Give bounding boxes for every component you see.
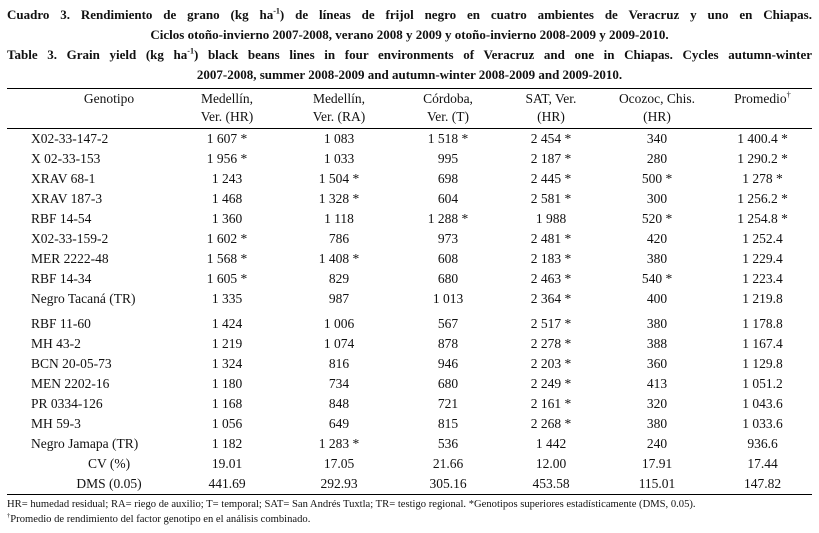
column-header-sublabel: (HR) [537,109,565,124]
value-cell: 17.44 [747,456,778,471]
column-header-label: SAT, Ver. [525,91,577,106]
table-row [7,394,812,414]
column-header-sat [501,89,601,129]
value-cell: 786 [328,231,350,246]
caption-english-line1-post: ) black beans lines in four environments of Veracruz and one in Chiapas. Cycles autumn-winter [193,47,813,62]
value-cell: 649 [328,416,350,431]
value-cell: 2 249 * [530,376,572,391]
value-cell: 1 424 [211,316,243,331]
column-header-promedio [713,89,812,129]
genotype-cell: RBF 14-34 [31,271,92,286]
column-header-label [713,90,812,108]
caption-english-superscript: -1 [187,46,194,56]
value-cell: 115.01 [638,476,676,491]
genotype-cell: XRAV 187-3 [31,191,103,206]
genotype-cell: MEN 2202-16 [31,376,110,391]
genotype-cell: XRAV 68-1 [31,171,96,186]
value-cell: 1 051.2 [742,376,783,391]
yield-table [7,88,812,495]
caption-spanish-line1-pre: Cuadro 3. Rendimiento de grano (kg ha [7,7,274,22]
stat-label-cell: CV (%) [87,456,131,471]
dagger-superscript: † [786,90,791,100]
column-header-label: Medellín, [312,91,366,106]
value-cell: 360 [646,356,668,371]
value-cell: 1 468 [211,191,243,206]
column-header-label: Ocozoc, Chis. [618,91,696,106]
table-row [7,374,812,394]
value-cell: 1 278 * [742,171,783,186]
value-cell: 300 [646,191,668,206]
footnote-abbreviations: HR= humedad residual; RA= riego de auxilio; T= temporal; SAT= San Andrés Tuxtla; TR= testigo regional. *Genotipos superiores estadísticamente (DMS, 0.05). [7,499,696,510]
value-cell: 1 518 * [427,131,469,146]
table-row [7,169,812,189]
value-cell: 21.66 [432,456,464,471]
value-cell: 1 335 [211,291,243,306]
column-header-sublabel: Ver. (HR) [200,109,254,124]
value-cell: 17.05 [323,456,355,471]
value-cell: 1 219 [211,336,243,351]
value-cell: 2 187 * [530,151,572,166]
value-cell: 815 [437,416,459,431]
column-header-sublabel: Ver. (T) [427,109,469,124]
value-cell: 936.6 [747,436,778,451]
value-cell: 12.00 [535,456,567,471]
header-row [7,89,812,129]
column-header-cordoba [395,89,501,129]
value-cell: 1 006 [323,316,355,331]
value-cell: 848 [328,396,350,411]
table-row [7,289,812,309]
table-row [7,309,812,334]
value-cell: 1 180 [211,376,243,391]
value-cell: 1 288 * [427,211,469,226]
value-cell: 2 517 * [530,316,572,331]
column-header-label: Medellín, [200,91,254,106]
value-cell: 2 203 * [530,356,572,371]
value-cell: 1 129.8 [742,356,783,371]
value-cell: 1 956 * [206,151,248,166]
value-cell: 540 * [641,271,673,286]
value-cell: 1 324 [211,356,243,371]
value-cell: 1 033 [323,151,355,166]
column-header-label: Genotipo [83,91,135,106]
value-cell: 2 581 * [530,191,572,206]
table-row [7,334,812,354]
genotype-cell: PR 0334-126 [31,396,103,411]
value-cell: 2 268 * [530,416,572,431]
value-cell: 380 [646,416,668,431]
value-cell: 1 243 [211,171,243,186]
value-cell: 1 118 [324,211,354,226]
value-cell: 680 [437,376,459,391]
caption-english-line1 [7,45,812,65]
value-cell: 2 278 * [530,336,572,351]
value-cell: 305.16 [429,476,467,491]
value-cell: 380 [646,316,668,331]
value-cell: 946 [437,356,459,371]
value-cell: 995 [437,151,459,166]
column-header-label: Córdoba, [423,91,473,106]
table-row [7,249,812,269]
value-cell: 500 * [641,171,673,186]
value-cell: 413 [646,376,668,391]
genotype-cell: X02-33-159-2 [31,231,109,246]
table-caption [7,5,812,85]
genotype-cell: Negro Tacaná (TR) [31,291,136,306]
value-cell: 567 [437,316,459,331]
value-cell: 1 605 * [206,271,248,286]
table-row [7,129,812,150]
column-header-medellin-hr [171,89,283,129]
value-cell: 2 161 * [530,396,572,411]
value-cell: 2 454 * [530,131,572,146]
value-cell: 1 229.4 [742,251,783,266]
value-cell: 2 183 * [530,251,572,266]
value-cell: 1 178.8 [742,316,783,331]
table-row [7,269,812,289]
genotype-cell: X 02-33-153 [31,151,101,166]
footnote-dagger-text: Promedio de rendimiento del factor genotipo en el análisis combinado. [10,514,311,525]
value-cell: 1 252.4 [742,231,783,246]
genotype-cell: Negro Jamapa (TR) [31,436,139,451]
value-cell: 292.93 [320,476,358,491]
value-cell: 420 [646,231,668,246]
column-header-ocozoc [601,89,713,129]
value-cell: 1 568 * [206,251,248,266]
genotype-cell: X02-33-147-2 [31,131,109,146]
value-cell: 604 [437,191,459,206]
genotype-cell: RBF 14-54 [31,211,92,226]
value-cell: 734 [328,376,350,391]
value-cell: 441.69 [208,476,246,491]
table-row [7,189,812,209]
value-cell: 400 [646,291,668,306]
value-cell: 520 * [641,211,673,226]
value-cell: 1 602 * [206,231,248,246]
footnote-dagger [7,512,812,527]
genotype-cell: MH 59-3 [31,416,81,431]
value-cell: 1 182 [211,436,243,451]
table-row [7,414,812,434]
value-cell: 1 043.6 [742,396,783,411]
value-cell: 1 254.8 * [737,211,788,226]
table-row [7,209,812,229]
value-cell: 973 [437,231,459,246]
value-cell: 19.01 [211,456,243,471]
value-cell: 1 033.6 [742,416,783,431]
genotype-cell: MER 2222-48 [31,251,109,266]
value-cell: 453.58 [532,476,570,491]
value-cell: 721 [437,396,459,411]
value-cell: 1 607 * [206,131,248,146]
column-header-sublabel: Ver. (RA) [312,109,366,124]
value-cell: 380 [646,251,668,266]
table-footnotes [7,497,812,527]
caption-spanish-line1-post: ) de líneas de frijol negro en cuatro ambientes de Veracruz y uno en Chiapas. [279,7,812,22]
genotype-cell: BCN 20-05-73 [31,356,112,371]
value-cell: 1 168 [211,396,243,411]
value-cell: 1 328 * [318,191,360,206]
value-cell: 147.82 [743,476,782,491]
table-row [7,149,812,169]
value-cell: 608 [437,251,459,266]
value-cell: 340 [646,131,668,146]
value-cell: 1 400.4 * [737,131,788,146]
value-cell: 698 [437,171,459,186]
value-cell: 1 988 [535,211,567,226]
column-header-genotipo [7,89,171,129]
table-header [7,89,812,129]
genotype-cell: MH 43-2 [31,336,81,351]
dagger-superscript: † [7,512,11,520]
value-cell: 1 256.2 * [737,191,788,206]
value-cell: 829 [328,271,350,286]
caption-english-line1-pre: Table 3. Grain yield (kg ha [7,47,188,62]
column-header-sublabel: (HR) [643,109,671,124]
table-row [7,229,812,249]
table-body [7,129,812,495]
value-cell: 1 074 [323,336,355,351]
value-cell: 1 223.4 [742,271,783,286]
table-row [7,474,812,495]
value-cell: 536 [437,436,459,451]
caption-spanish-line2: Ciclos otoño-invierno 2007-2008, verano 2008 y 2009 y otoño-invierno 2008-2009 y 2009-2010. [150,27,669,42]
value-cell: 2 364 * [530,291,572,306]
value-cell: 1 360 [211,211,243,226]
table-row [7,454,812,474]
value-cell: 878 [437,336,459,351]
value-cell: 2 463 * [530,271,572,286]
value-cell: 816 [328,356,350,371]
value-cell: 17.91 [641,456,673,471]
value-cell: 1 283 * [318,436,360,451]
column-header-promedio-text: Promedio [734,91,787,106]
value-cell: 388 [646,336,668,351]
value-cell: 2 481 * [530,231,572,246]
value-cell: 1 167.4 [742,336,783,351]
caption-english-line2: 2007-2008, summer 2008-2009 and autumn-winter 2008-2009 and 2009-2010. [196,67,623,82]
value-cell: 240 [646,436,668,451]
value-cell: 2 445 * [530,171,572,186]
table-row [7,354,812,374]
stat-label-cell: DMS (0.05) [76,476,142,491]
value-cell: 1 083 [323,131,355,146]
value-cell: 1 056 [211,416,243,431]
value-cell: 987 [328,291,350,306]
caption-spanish-line1 [7,5,812,25]
value-cell: 280 [646,151,668,166]
value-cell: 320 [646,396,668,411]
value-cell: 680 [437,271,459,286]
table-row [7,434,812,454]
column-header-medellin-ra [283,89,395,129]
genotype-cell: RBF 11-60 [31,316,91,331]
value-cell: 1 504 * [318,171,360,186]
value-cell: 1 013 [432,291,464,306]
value-cell: 1 408 * [318,251,360,266]
value-cell: 1 219.8 [742,291,783,306]
caption-spanish-superscript: -1 [273,6,280,16]
value-cell: 1 290.2 * [737,151,788,166]
value-cell: 1 442 [535,436,567,451]
